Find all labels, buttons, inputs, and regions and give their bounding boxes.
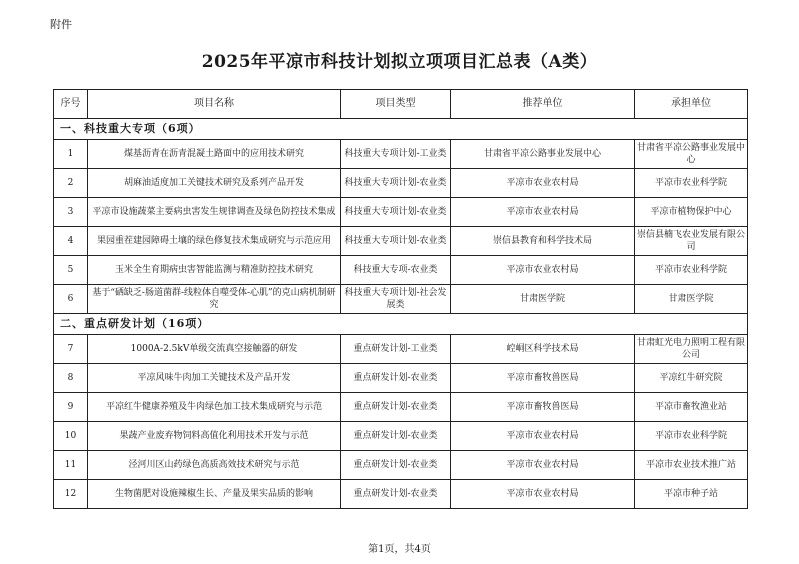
cell-type: 科技重大专项计划-工业类 bbox=[341, 140, 451, 169]
cell-undertaker: 平凉市农业科学院 bbox=[635, 422, 748, 451]
cell-type: 重点研发计划-工业类 bbox=[341, 335, 451, 364]
cell-undertaker: 甘肃虹光电力照明工程有限公司 bbox=[635, 335, 748, 364]
page-footer: 第1页，共4页 bbox=[368, 544, 431, 555]
cell-recommender: 崆峒区科学技术局 bbox=[451, 335, 635, 364]
table-row bbox=[54, 422, 748, 451]
cell-name: 泾河川区山药绿色高质高效技术研究与示范 bbox=[88, 451, 341, 480]
table-row bbox=[54, 169, 748, 198]
cell-no: 7 bbox=[54, 335, 88, 364]
cell-undertaker: 平凉市农业科学院 bbox=[635, 256, 748, 285]
cell-no: 12 bbox=[54, 480, 88, 509]
cell-no: 2 bbox=[54, 169, 88, 198]
cell-undertaker: 平凉市种子站 bbox=[635, 480, 748, 509]
cell-undertaker: 平凉市植物保护中心 bbox=[635, 198, 748, 227]
cell-no: 11 bbox=[54, 451, 88, 480]
cell-undertaker: 甘肃医学院 bbox=[635, 285, 748, 314]
col-header-type: 项目类型 bbox=[341, 90, 451, 119]
cell-type: 重点研发计划-农业类 bbox=[341, 422, 451, 451]
cell-recommender: 甘肃省平凉公路事业发展中心 bbox=[451, 140, 635, 169]
cell-recommender: 甘肃医学院 bbox=[451, 285, 635, 314]
section-heading: 一、科技重大专项（6项） bbox=[54, 119, 748, 140]
cell-name: 平凉市设施蔬菜主要病虫害发生规律调查及绿色防控技术集成 bbox=[88, 198, 341, 227]
col-header-undertaker: 承担单位 bbox=[635, 90, 748, 119]
cell-name: 果蔬产业废弃物饲料高值化利用技术开发与示范 bbox=[88, 422, 341, 451]
projects-table bbox=[53, 89, 748, 509]
cell-no: 3 bbox=[54, 198, 88, 227]
cell-undertaker: 平凉红牛研究院 bbox=[635, 364, 748, 393]
cell-recommender: 平凉市畜牧兽医局 bbox=[451, 364, 635, 393]
attachment-label: 附件 bbox=[50, 18, 72, 31]
cell-undertaker: 平凉市畜牧渔业站 bbox=[635, 393, 748, 422]
cell-name: 生物菌肥对设施辣椒生长、产量及果实品质的影响 bbox=[88, 480, 341, 509]
cell-name: 胡麻油适度加工关键技术研究及系列产品开发 bbox=[88, 169, 341, 198]
cell-type: 重点研发计划-农业类 bbox=[341, 480, 451, 509]
cell-undertaker: 平凉市农业技术推广站 bbox=[635, 451, 748, 480]
cell-undertaker: 平凉市农业科学院 bbox=[635, 169, 748, 198]
table-row bbox=[54, 364, 748, 393]
cell-name: 煤基沥青在沥青混凝土路面中的应用技术研究 bbox=[88, 140, 341, 169]
table-row bbox=[54, 227, 748, 256]
table-row bbox=[54, 480, 748, 509]
cell-type: 科技重大专项计划-社会发展类 bbox=[341, 285, 451, 314]
cell-undertaker: 崇信县楠飞农业发展有限公司 bbox=[635, 227, 748, 256]
cell-no: 8 bbox=[54, 364, 88, 393]
table-row bbox=[54, 285, 748, 314]
cell-recommender: 崇信县教育和科学技术局 bbox=[451, 227, 635, 256]
cell-undertaker: 甘肃省平凉公路事业发展中心 bbox=[635, 140, 748, 169]
table-row bbox=[54, 393, 748, 422]
cell-name: 玉米全生育期病虫害智能监测与精准防控技术研究 bbox=[88, 256, 341, 285]
table-header-row bbox=[54, 90, 748, 119]
cell-recommender: 平凉市农业农村局 bbox=[451, 451, 635, 480]
section-heading-row bbox=[54, 314, 748, 335]
cell-type: 重点研发计划-农业类 bbox=[341, 393, 451, 422]
cell-name: 果园重茬建园障碍土壤的绿色修复技术集成研究与示范应用 bbox=[88, 227, 341, 256]
table-row bbox=[54, 140, 748, 169]
cell-no: 1 bbox=[54, 140, 88, 169]
cell-no: 10 bbox=[54, 422, 88, 451]
cell-no: 9 bbox=[54, 393, 88, 422]
cell-type: 科技重大专项-农业类 bbox=[341, 256, 451, 285]
cell-no: 5 bbox=[54, 256, 88, 285]
section-heading: 二、重点研发计划（16项） bbox=[54, 314, 748, 335]
cell-type: 科技重大专项计划-农业类 bbox=[341, 198, 451, 227]
table-row bbox=[54, 451, 748, 480]
cell-no: 4 bbox=[54, 227, 88, 256]
table-row bbox=[54, 256, 748, 285]
cell-recommender: 平凉市农业农村局 bbox=[451, 480, 635, 509]
cell-type: 科技重大专项计划-农业类 bbox=[341, 227, 451, 256]
page-title: 2025年平凉市科技计划拟立项项目汇总表（A类） bbox=[201, 52, 598, 72]
col-header-recommender: 推荐单位 bbox=[451, 90, 635, 119]
table-body bbox=[54, 119, 748, 509]
cell-name: 平凉风味牛肉加工关键技术及产品开发 bbox=[88, 364, 341, 393]
cell-name: 1000A-2.5kV单级交流真空接触器的研发 bbox=[88, 335, 341, 364]
cell-recommender: 平凉市农业农村局 bbox=[451, 422, 635, 451]
cell-type: 重点研发计划-农业类 bbox=[341, 364, 451, 393]
cell-recommender: 平凉市畜牧兽医局 bbox=[451, 393, 635, 422]
col-header-no: 序号 bbox=[54, 90, 88, 119]
cell-recommender: 平凉市农业农村局 bbox=[451, 198, 635, 227]
table-row bbox=[54, 198, 748, 227]
cell-recommender: 平凉市农业农村局 bbox=[451, 256, 635, 285]
cell-no: 6 bbox=[54, 285, 88, 314]
section-heading-row bbox=[54, 119, 748, 140]
col-header-name: 项目名称 bbox=[88, 90, 341, 119]
cell-recommender: 平凉市农业农村局 bbox=[451, 169, 635, 198]
cell-name: 平凉红牛健康养殖及牛肉绿色加工技术集成研究与示范 bbox=[88, 393, 341, 422]
table-row bbox=[54, 335, 748, 364]
cell-type: 重点研发计划-农业类 bbox=[341, 451, 451, 480]
cell-name: 基于“硒缺乏-肠道菌群-线粒体自噬受体-心肌”的克山病机制研究 bbox=[88, 285, 341, 314]
cell-type: 科技重大专项计划-农业类 bbox=[341, 169, 451, 198]
